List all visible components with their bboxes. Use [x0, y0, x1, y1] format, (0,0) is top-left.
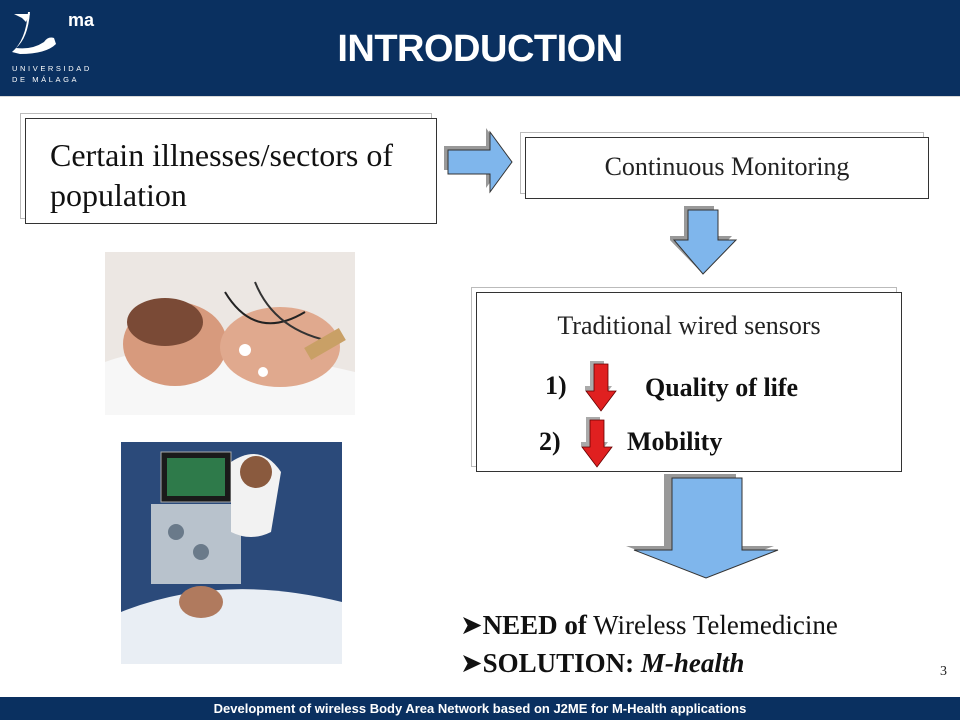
conclusion-bullets	[460, 606, 838, 682]
page-title: INTRODUCTION	[337, 28, 623, 70]
decrease-arrow-icon	[585, 361, 619, 413]
illnesses-box	[25, 118, 437, 224]
arrow-right-icon	[444, 126, 516, 198]
logo-university-text	[12, 63, 92, 85]
item-2-number: 2)	[539, 427, 561, 456]
item-1-number: 1)	[545, 371, 567, 400]
bullet-need	[460, 606, 838, 644]
logo-mark-icon	[8, 8, 68, 60]
arrow-down-icon	[670, 206, 740, 278]
wired-sensors-box	[476, 292, 902, 472]
item-1-label: Quality of life	[645, 373, 799, 402]
logo-mark-text: ma	[68, 10, 95, 30]
arrow-down-icon	[626, 474, 782, 580]
item-2-label: Mobility	[627, 427, 723, 456]
wired-sensors-title: Traditional wired sensors	[557, 311, 821, 340]
bullet-solution-text: M-health	[634, 648, 745, 678]
page-number: 3	[940, 664, 947, 679]
footer-bar	[0, 697, 960, 720]
university-logo	[8, 8, 98, 88]
arrow-bullet-icon: ➤	[460, 610, 483, 640]
logo-university-line: UNIVERSIDAD	[12, 64, 92, 73]
arrow-bullet-icon: ➤	[460, 648, 483, 678]
continuous-monitoring-box	[525, 137, 929, 199]
continuous-monitoring-text: Continuous Monitoring	[604, 152, 850, 181]
hospital-illustration	[121, 442, 342, 664]
header-bar	[0, 0, 960, 97]
bullet-need-text: Wireless Telemedicine	[586, 610, 838, 640]
newborn-patient-photo	[105, 252, 355, 415]
bullet-need-bold: NEED of	[482, 610, 587, 640]
logo-city-line: DE MÁLAGA	[12, 75, 80, 84]
hospital-patient-photo	[121, 442, 342, 664]
illnesses-text: Certain illnesses/sectors of population	[50, 137, 394, 213]
footer-text: Development of wireless Body Area Network based on J2ME for M-Health applications	[213, 701, 747, 716]
newborn-illustration	[105, 252, 355, 415]
decrease-arrow-icon	[581, 417, 615, 469]
bullet-solution-bold: SOLUTION:	[482, 648, 635, 678]
bullet-solution	[460, 644, 838, 682]
